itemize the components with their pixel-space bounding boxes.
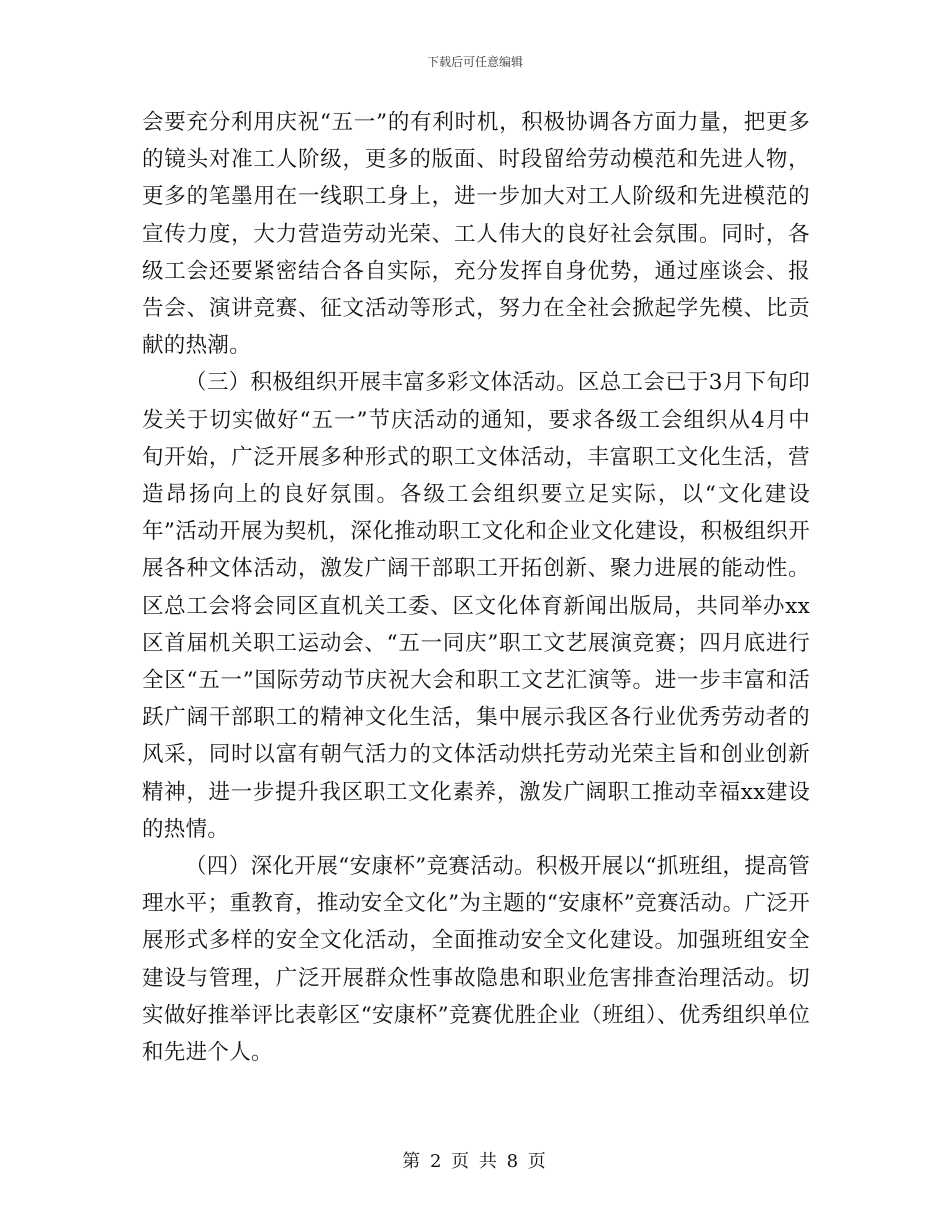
page-header: 下载后可任意编辑 bbox=[426, 55, 523, 69]
paragraph-section-three: （三）积极组织开展丰富多彩文体活动。区总工会已于3月下旬印发关于切实做好“五一”节庆活动的通知，要求各级工会组织从4月中旬开始，广泛开展多种形式的职工文体活动，丰富职工文化生活，营造昂扬向上的良好氛围。各级工会组织要立足实际，以“文化建设年”活动开展为契机，深化推动职工文化和企业文化建设，积极组织开展各种文体活动，激发广阔干部职工开拓创新、聚力进展的能动性。区总工会将会同区直机关工委、区文化体育新闻出版局，共同举办xx区首届机关职工运动会、“五一同庆”职工文艺展演竞赛；四月底进行全区“五一”国际劳动节庆祝大会和职工文艺汇演等。进一步丰富和活跃广阔干部职工的精神文化生活，集中展示我区各行业优秀劳动者的风采，同时以富有朝气活力的文体活动烘托劳动光荣主旨和创业创新精神，进一步提升我区职工文化素养，激发广阔职工推动幸福xx建设的热情。 bbox=[142, 370, 810, 842]
page-number-footer: 第 2 页 共 8 页 bbox=[402, 1151, 548, 1172]
document-body bbox=[142, 104, 810, 1071]
paragraph-continuation: 会要充分利用庆祝“五一”的有利时机，积极协调各方面力量，把更多的镜头对准工人阶级，更多的版面、时段留给劳动模范和先进人物，更多的笔墨用在一线职工身上，进一步加大对工人阶级和先进模范的宣传力度，大力营造劳动光荣、工人伟大的良好社会氛围。同时，各级工会还要紧密结合各自实际，充分发挥自身优势，通过座谈会、报告会、演讲竞赛、征文活动等形式，努力在全社会掀起学先模、比贡献的热潮。 bbox=[142, 110, 810, 359]
paragraph-section-four: （四）深化开展“安康杯”竞赛活动。积极开展以“抓班组，提高管理水平；重教育，推动安全文化”为主题的“安康杯”竞赛活动。广泛开展形式多样的安全文化活动，全面推动安全文化建设。加强班组安全建设与管理，广泛开展群众性事故隐患和职业危害排查治理活动。切实做好推举评比表彰区“安康杯”竞赛优胜企业（班组）、优秀组织单位和先进个人。 bbox=[142, 854, 810, 1066]
